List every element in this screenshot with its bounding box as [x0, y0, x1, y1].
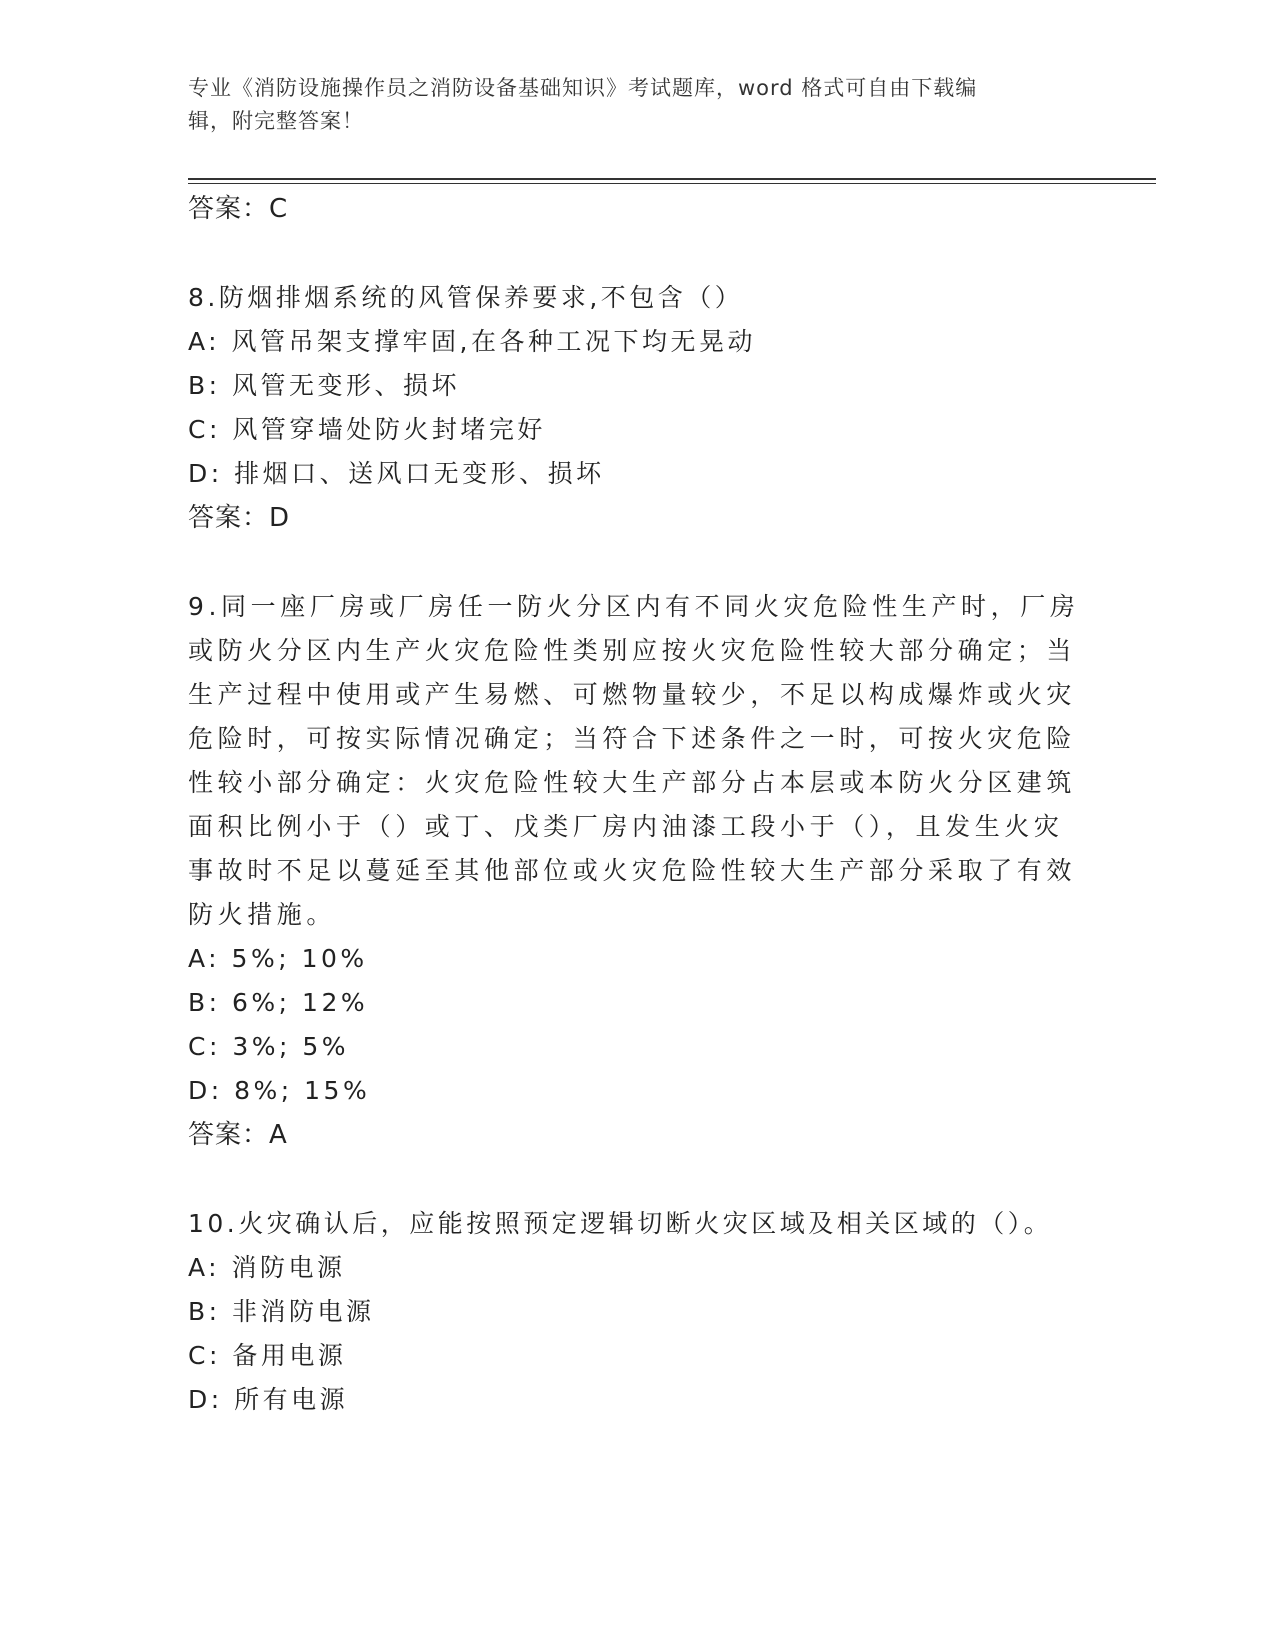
- question-9-stem-line: 防火措施。: [188, 900, 337, 929]
- question-9-stem-line: 危险时，可按实际情况确定；当符合下述条件之一时，可按火灾危险: [188, 724, 1077, 753]
- question-8-option-b: B: 风管无变形、损坏: [188, 371, 461, 400]
- question-9-stem-line: 9.同一座厂房或厂房任一防火分区内有不同火灾危险性生产时，厂房: [188, 592, 1080, 621]
- question-8-option-d: D: 排烟口、送风口无变形、损坏: [188, 459, 605, 488]
- question-9-stem-line: 性较小部分确定：火灾危险性较大生产部分占本层或本防火分区建筑: [188, 768, 1077, 797]
- header-divider-thick: [188, 178, 1156, 180]
- question-9-option-b: B: 6%; 12%: [188, 988, 369, 1017]
- header-divider-thin: [188, 183, 1156, 184]
- question-10-option-a: A: 消防电源: [188, 1253, 346, 1282]
- answer-q8: 答案：D: [188, 503, 291, 533]
- question-8-option-c: C: 风管穿墙处防火封堵完好: [188, 415, 546, 444]
- question-9-option-a: A: 5%; 10%: [188, 944, 368, 973]
- question-9-option-c: C: 3%; 5%: [188, 1032, 350, 1061]
- question-8-stem: 8.防烟排烟系统的风管保养要求,不包含（）: [188, 283, 744, 312]
- question-10-option-c: C: 备用电源: [188, 1341, 347, 1370]
- answer-q9: 答案：A: [188, 1120, 288, 1150]
- answer-q7: 答案：C: [188, 194, 289, 224]
- header-line-1: 专业《消防设施操作员之消防设备基础知识》考试题库，word 格式可自由下载编: [188, 76, 978, 100]
- question-9-stem-line: 事故时不足以蔓延至其他部位或火灾危险性较大生产部分采取了有效: [188, 856, 1077, 885]
- question-10-stem: 10.火灾确认后，应能按照预定逻辑切断火灾区域及相关区域的（）。: [188, 1209, 1053, 1238]
- question-9-stem-line: 或防火分区内生产火灾危险性类别应按火灾危险性较大部分确定；当: [188, 636, 1077, 665]
- question-10-option-b: B: 非消防电源: [188, 1297, 375, 1326]
- question-9-stem-line: 生产过程中使用或产生易燃、可燃物量较少，不足以构成爆炸或火灾: [188, 680, 1077, 709]
- header-line-2: 辑，附完整答案！: [188, 109, 364, 133]
- question-9-stem-line: 面积比例小于（）或丁、戊类厂房内油漆工段小于（），且发生火灾: [188, 812, 1064, 841]
- question-9-option-d: D: 8%; 15%: [188, 1076, 371, 1105]
- document-header: [188, 72, 1068, 138]
- question-10-option-d: D: 所有电源: [188, 1385, 349, 1414]
- question-8-option-a: A: 风管吊架支撑牢固,在各种工况下均无晃动: [188, 327, 756, 356]
